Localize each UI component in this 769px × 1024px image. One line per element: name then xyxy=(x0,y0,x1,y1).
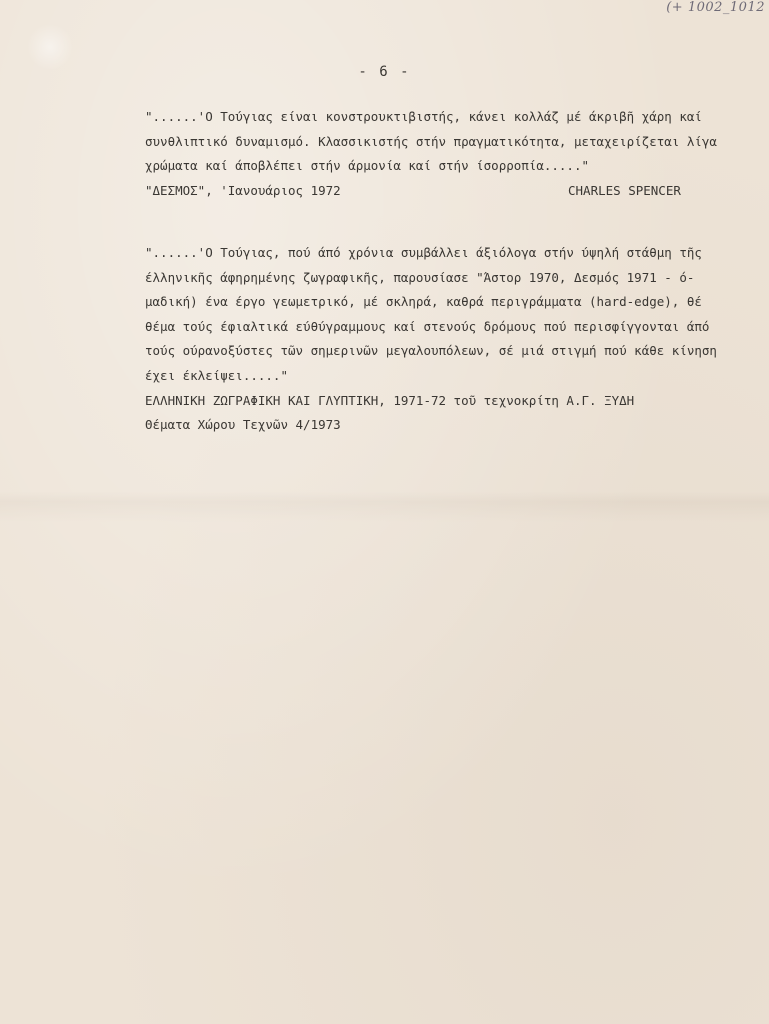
quote-line: χρώματα καί άποβλέπει στήν άρμονία καί στήν ίσορροπία....." xyxy=(145,158,590,174)
quote-line: "......'Ο Τούγιας είναι κονστρουκτιβιστής, κάνει κολλάζ μέ άκριβῆ χάρη καί xyxy=(145,109,702,124)
quote-line: "......'Ο Τούγιας, πού άπό χρόνια συμβάλλει άξιόλογα στήν ύψηλή στάθμη τῆς xyxy=(145,245,702,260)
archive-reference-mark: (+ 1002_1012 xyxy=(666,0,765,15)
quote-xydis xyxy=(145,241,745,438)
quote-line: μαδική) ένα έργο γεωμετρικό, μέ σκληρά, καθρά περιγράμματα (hard-edge), θέ xyxy=(145,294,702,310)
quote-line: θέμα τούς έφιαλτικά εύθύγραμμους καί στενούς δρόμους πού περισφίγγονται άπό xyxy=(145,318,710,334)
quote-line: έχει έκλείψει....." xyxy=(145,367,288,383)
quote-line: έλληνικῆς άφηρημένης ζωγραφικῆς, παρουσίασε "Άστορ 1970, Δεσμός 1971 - ό- xyxy=(145,269,695,285)
page-number: - 6 - xyxy=(358,64,411,80)
quote-source-author: CHARLES SPENCER xyxy=(568,182,681,198)
quote-source-row xyxy=(145,179,745,204)
quote-source-publication: Θέματα Χώρου Τεχνῶν 4/1973 xyxy=(145,417,341,433)
quote-line: συνθλιπτικό δυναμισμό. Κλασσικιστής στήν πραγματικότητα, μεταχειρίζεται λίγα xyxy=(145,133,717,149)
quote-spencer xyxy=(145,105,745,203)
quote-source-title: ΕΛΛΗΝΙΚΗ ΖΩΓΡΑΦΙΚΗ ΚΑΙ ΓΛΥΠΤΙΚΗ, 1971-72 τοῦ τεχνοκρίτη Α.Γ. ΞΥΔΗ xyxy=(145,392,635,408)
quote-line: τούς ούρανοξύστες τῶν σημερινῶν μεγαλουπόλεων, σέ μιά στιγμή πού κάθε κίνηση xyxy=(145,343,717,359)
quote-source-publication: "ΔΕΣΜΟΣ", 'Ιανουάριος 1972 xyxy=(145,182,341,198)
